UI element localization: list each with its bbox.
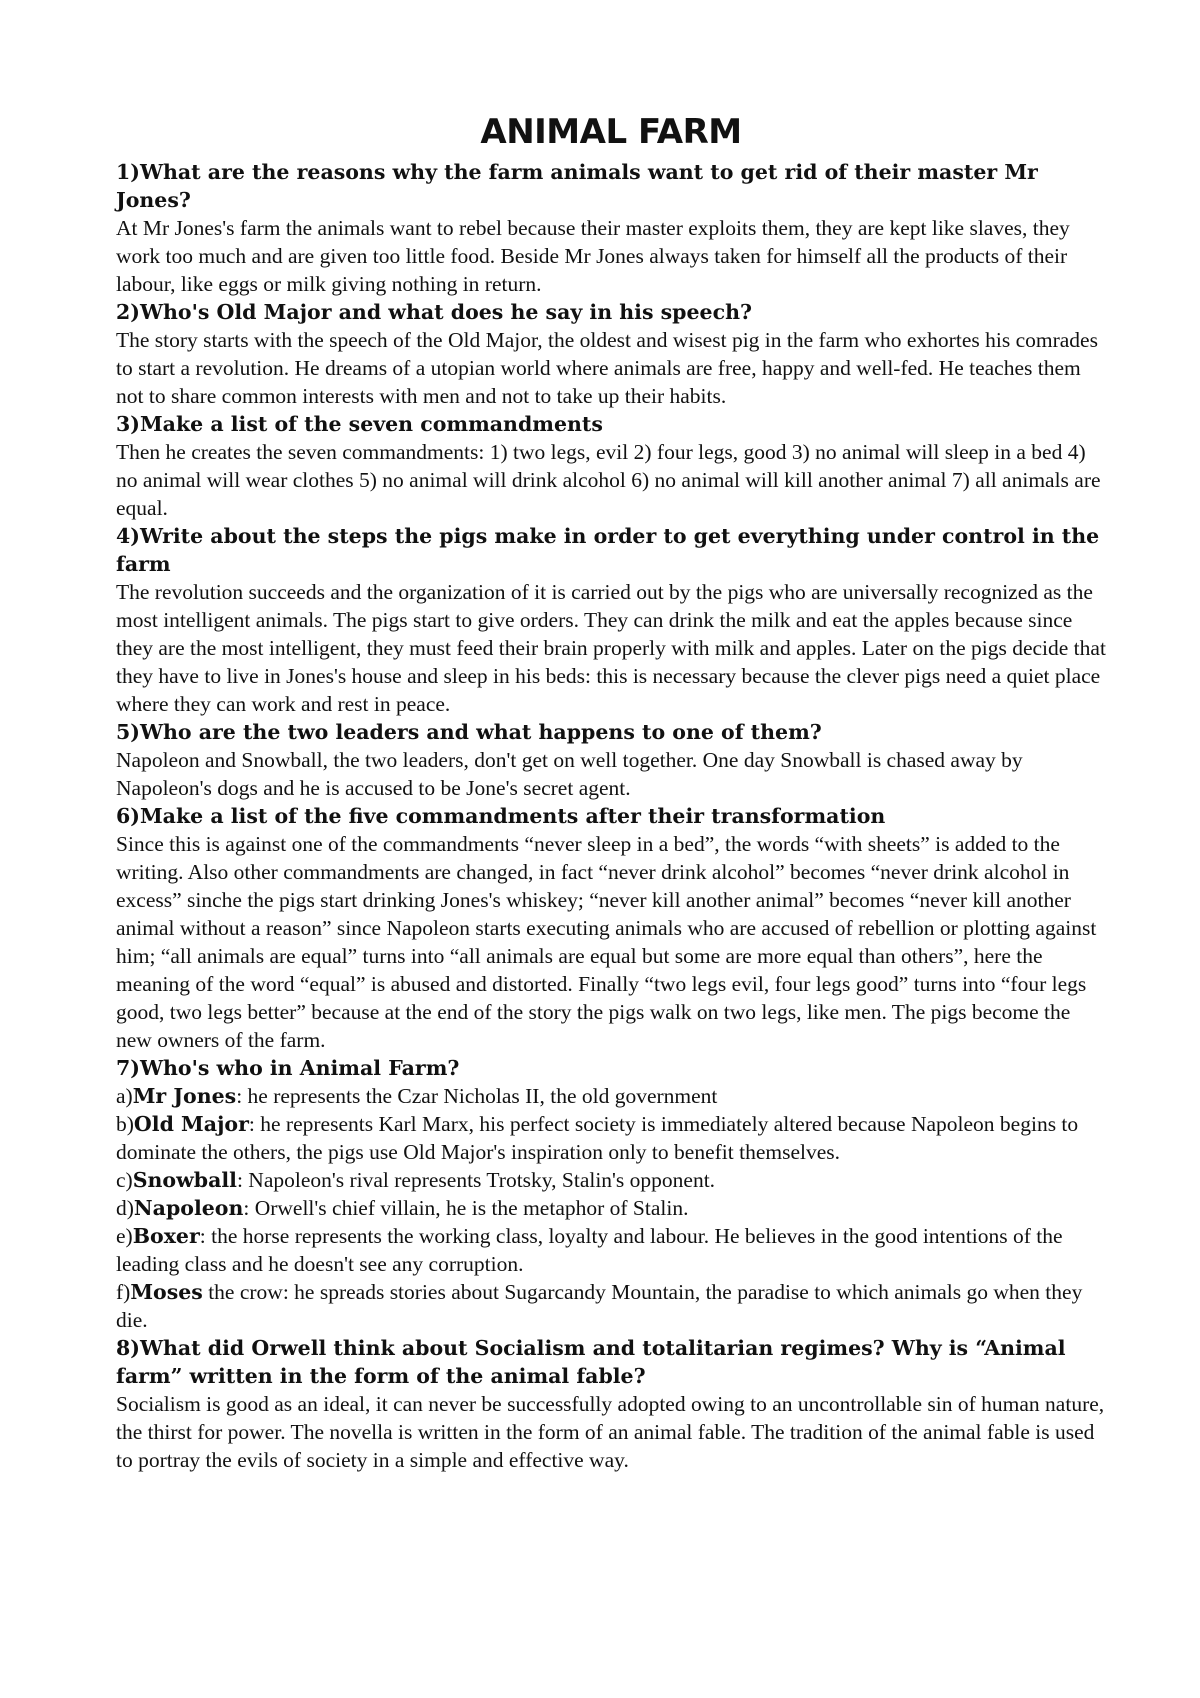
character-item — [116, 1194, 1106, 1222]
answer-8: Socialism is good as an ideal, it can never be successfully adopted owing to an uncontrollable sin of human nature, the thirst for power. The novella is written in the form of an animal fable. The tradition of the animal fable is used to portray the evils of society in a simple and effective way. — [116, 1392, 1105, 1472]
question-3: 3)Make a list of the seven commandments — [116, 412, 603, 436]
character-description: : Napoleon's rival represents Trotsky, Stalin's opponent. — [236, 1168, 716, 1192]
character-name: Moses — [130, 1280, 203, 1304]
question-1: 1)What are the reasons why the farm animals want to get rid of their master Mr Jones? — [116, 160, 1038, 212]
character-description: the crow: he spreads stories about Sugarcandy Mountain, the paradise to which animals go when they die. — [116, 1280, 1083, 1332]
character-prefix: c) — [116, 1168, 133, 1192]
character-prefix: e) — [116, 1224, 133, 1248]
answer-1: At Mr Jones's farm the animals want to rebel because their master exploits them, they are kept like slaves, they work too much and are given too little food. Beside Mr Jones always taken for himself all the products of their labour, like eggs or milk giving nothing in return. — [116, 216, 1070, 296]
character-item — [116, 1166, 1106, 1194]
answer-2: The story starts with the speech of the Old Major, the oldest and wisest pig in the farm who exhortes his comrades to start a revolution. He dreams of a utopian world where animals are free, happy and well-fed. He teaches them not to share common interests with men and not to take up their habits. — [116, 328, 1098, 408]
character-name: Old Major — [133, 1112, 249, 1136]
answer-5: Napoleon and Snowball, the two leaders, don't get on well together. One day Snowball is chased away by Napoleon's dogs and he is accused to be Jone's secret agent. — [116, 748, 1023, 800]
character-prefix: a) — [116, 1084, 133, 1108]
character-prefix: d) — [116, 1196, 134, 1220]
character-item — [116, 1222, 1106, 1278]
character-name: Snowball — [132, 1168, 237, 1192]
answer-4: The revolution succeeds and the organization of it is carried out by the pigs who are universally recognized as the most intelligent animals. The pigs start to give orders. They can drink the milk and eat the apples because since they are the most intelligent, they must feed their brain properly with milk and apples. Later on the pigs decide that they have to live in Jones's house and sleep in his beds: this is necessary because the clever pigs need a quiet place where they can work and rest in peace. — [116, 580, 1106, 716]
character-prefix: f) — [116, 1280, 131, 1304]
question-5: 5)Who are the two leaders and what happens to one of them? — [116, 720, 822, 744]
character-description: : he represents Karl Marx, his perfect society is immediately altered because Napoleon begins to dominate the others, the pigs use Old Major's inspiration only to benefit themselves. — [116, 1112, 1079, 1164]
character-item — [116, 1110, 1106, 1166]
character-description: : Orwell's chief villain, he is the metaphor of Stalin. — [243, 1196, 689, 1220]
character-item — [116, 1278, 1106, 1334]
answer-3: Then he creates the seven commandments: 1) two legs, evil 2) four legs, good 3) no animal will sleep in a bed 4) no animal will wear clothes 5) no animal will drink alcohol 6) no animal will kill another animal 7) all animals are equal. — [116, 440, 1101, 520]
question-4: 4)Write about the steps the pigs make in order to get everything under control in the farm — [116, 524, 1100, 576]
question-2: 2)Who's Old Major and what does he say in his speech? — [116, 300, 752, 324]
character-prefix: b) — [116, 1112, 134, 1136]
question-6: 6)Make a list of the five commandments after their transformation — [116, 804, 886, 828]
document-page — [116, 112, 1106, 1474]
question-7: 7)Who's who in Animal Farm? — [116, 1056, 460, 1080]
page-title: ANIMAL FARM — [480, 112, 742, 152]
character-item — [116, 1082, 1106, 1110]
character-name: Mr Jones — [132, 1084, 237, 1108]
character-description: : he represents the Czar Nicholas II, the old government — [236, 1084, 718, 1108]
character-description: : the horse represents the working class, loyalty and labour. He believes in the good intentions of the leading class and he doesn't see any corruption. — [116, 1224, 1063, 1276]
question-8: 8)What did Orwell think about Socialism and totalitarian regimes? Why is “Animal farm” written in the form of the animal fable? — [116, 1336, 1066, 1388]
character-name: Napoleon — [133, 1196, 244, 1220]
character-list — [116, 1082, 1106, 1334]
character-name: Boxer — [132, 1224, 200, 1248]
answer-6: Since this is against one of the commandments “never sleep in a bed”, the words “with sheets” is added to the writing. Also other commandments are changed, in fact “never drink alcohol” becomes “never drink alcohol in excess” sinche the pigs start drinking Jones's whiskey; “never kill another animal” becomes “never kill another animal without a reason” since Napoleon starts executing animals who are accused of rebellion or plotting against him; “all animals are equal” turns into “all animals are equal but some are more equal than others”, here the meaning of the word “equal” is abused and distorted. Finally “two legs evil, four legs good” turns into “four legs good, two legs better” because at the end of the story the pigs walk on two legs, like men. The pigs become the new owners of the farm. — [116, 832, 1097, 1052]
